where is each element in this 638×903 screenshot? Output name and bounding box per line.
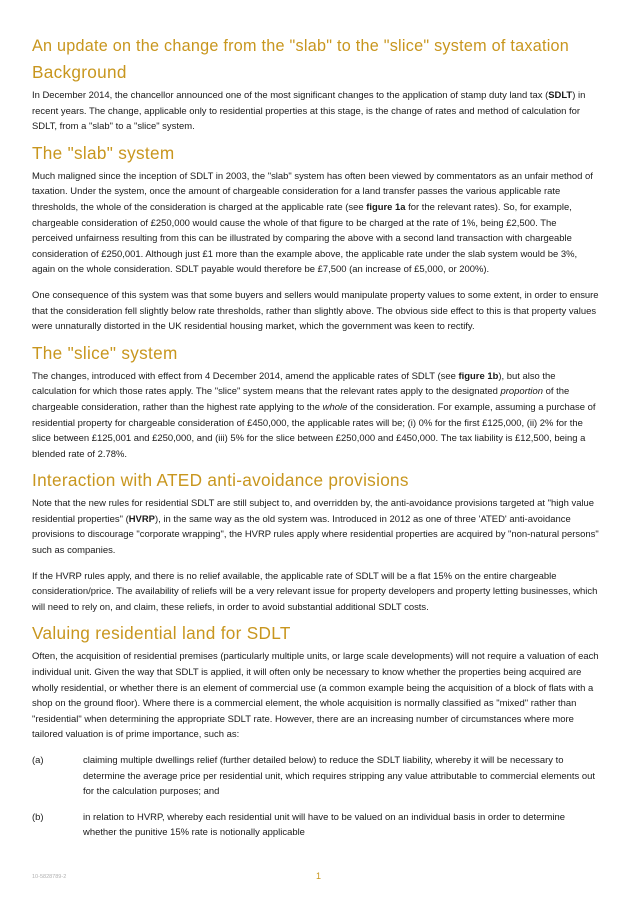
slab-paragraph-1: Much maligned since the inception of SDLT in 2003, the "slab" system has often been viewed by commentators as an unfair method of taxation. Under the system, once the amount of chargeable consideration for a land transfer passes the various applicable rate thresholds, the whole of the consideration is charged at the applicable rate (see figure 1a for the relevant rates). So, for example, chargeable consideration of £250,000 would cause the whole of that figure to be charged at the rate of 1%, being £2,500. The perceived unfairness resulting from this can be illustrated by comparing the above with a second land transaction with chargeable consideration of £250,001. Although just £1 more than the example above, the applicable rate under the slab system would be 3%, again on the whole consideration. SDLT payable would therefore be £7,500 (an increase of £5,000, or 200%). <box>32 170 593 276</box>
section-heading-background: Background <box>32 62 127 82</box>
section-heading-slice: The "slice" system <box>32 342 178 363</box>
page-number: 1 <box>316 871 322 881</box>
valuing-paragraph: Often, the acquisition of residential premises (particularly multiple units, or large scale developments) will not require a valuation of each individual unit. Given the way that SDLT is applied, it will often only be necessary to know whether the properties being acquired are wholly residential, or whether there is an element of commercial use (a common example being the acquisition of a block of flats with a shop on the ground floor). Where there is a commercial element, the whole acquisition is normally classified as "mixed" rather than "residential" when determining the appropriate SDLT rate. However, there are an increasing number of circumstances where more tailored valuation is of prime importance, such as: <box>32 651 599 741</box>
list-item-label: (b) <box>32 811 44 823</box>
list-item-text: claiming multiple dwellings relief (further detailed below) to reduce the SDLT liability, whereby it will be necessary to determine the average price per residential unit, which requires stripping any value attributable to commercial elements out for the calculation purposes; and <box>83 755 595 798</box>
ated-paragraph-2: If the HVRP rules apply, and there is no relief available, the applicable rate of SDLT will be a flat 15% on the entire chargeable consideration/price. The availability of reliefs will be a very relevant issue for property developers and property letting businesses, which will need to rely on, and claim, these reliefs, in order to avoid substantial additional SDLT costs. <box>32 570 598 613</box>
section-heading-slab: The "slab" system <box>32 142 175 163</box>
document-page <box>32 38 600 841</box>
list-item-label: (a) <box>32 755 44 766</box>
ated-paragraph-1: Note that the new rules for residential SDLT are still subject to, and overridden by, the anti-avoidance provisions targeted at "high value residential properties" (HVRP), in the same way as the old system was. Introduced in 2012 as one of three 'ATED' anti-avoidance provisions to discourage "corporate wrapping", the HVRP rules apply where residential properties are acquired by "non-natural persons" such as companies. <box>32 498 599 557</box>
list-item <box>32 753 600 800</box>
slab-paragraph-2: One consequence of this system was that some buyers and sellers would manipulate property values to some extent, in order to ensure that the consideration fell slightly below rate thresholds, rather than slightly above. The obvious side effect to this is that property values were unnaturally distorted in the UK residential housing market, which the government was keen to rectify. <box>32 289 599 333</box>
list-item <box>32 810 600 841</box>
slice-paragraph: The changes, introduced with effect from 4 December 2014, amend the applicable rates of SDLT (see figure 1b), but also the calculation for which those rates apply. The "slice" system means that the relevant rates apply to the designated proportion of the chargeable consideration, rather than the highest rate applying to the whole of the consideration. For example, assuming a purchase of residential property for chargeable consideration of £450,000, the applicable rates will be; (i) 0% for the first £125,000, (ii) 2% for the slice between £125,001 and £250,000, and (iii) 5% for the slice between £250,000 and £450,000. The tax liability is £12,500, being a blended rate of 2.78%. <box>32 370 596 460</box>
section-heading-ated: Interaction with ATED anti-avoidance provisions <box>32 470 409 491</box>
document-code: 10-5828789-2 <box>32 874 67 880</box>
document-title: An update on the change from the "slab" to the "slice" system of taxation <box>32 37 570 55</box>
list-item-text: in relation to HVRP, whereby each residential unit will have to be valued on an individual basis in order to determine whether the punitive 15% rate is notionally applicable <box>83 811 565 839</box>
background-paragraph: In December 2014, the chancellor announced one of the most significant changes to the application of stamp duty land tax (SDLT) in recent years. The change, applicable only to residential properties at this stage, is the change of rates and method of calculation for SDLT, from a "slab" to a "slice" system. <box>32 90 586 133</box>
section-heading-valuing: Valuing residential land for SDLT <box>32 623 291 644</box>
